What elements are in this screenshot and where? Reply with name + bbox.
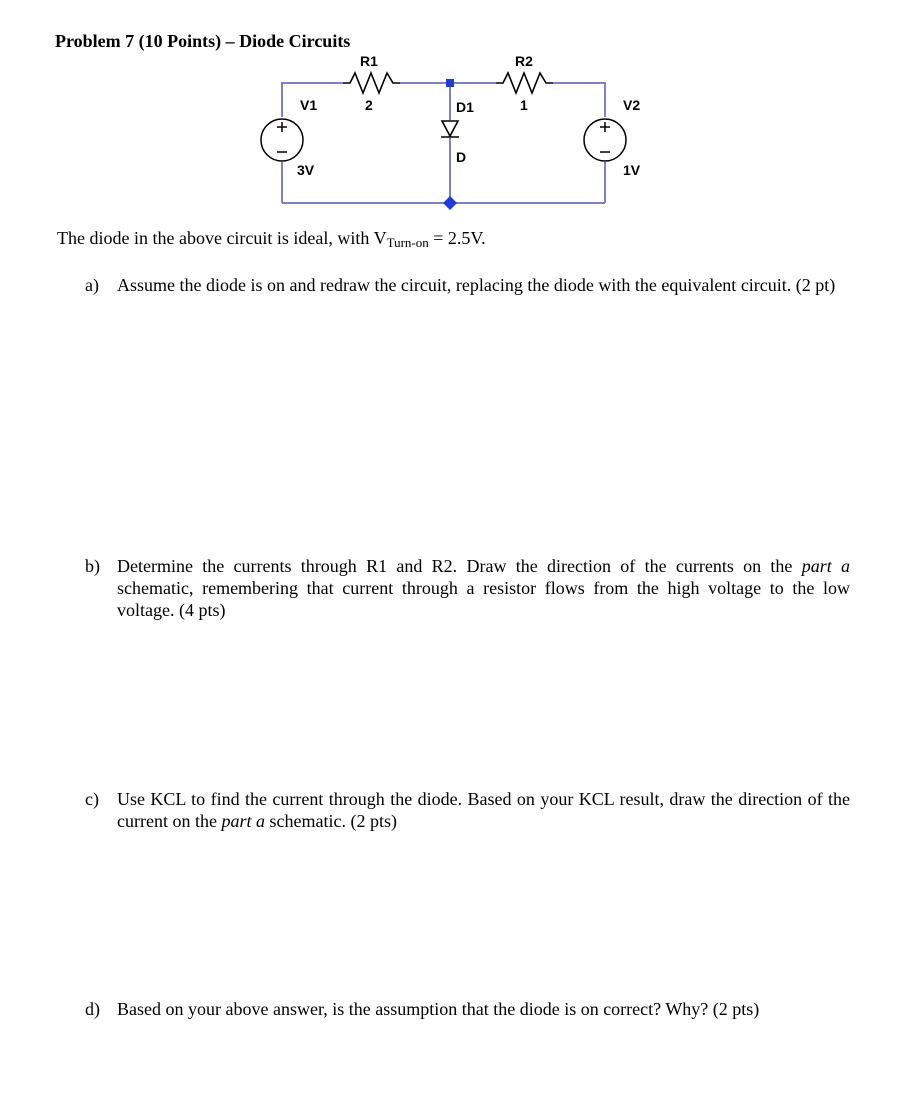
- r1-value: 2: [365, 97, 373, 113]
- v1-value: 3V: [297, 162, 315, 178]
- question-label: a): [85, 275, 99, 295]
- question-text: Use KCL to find the current through the diode. Based on your KCL result, draw the direction of the current on the part a schematic. (2 pts): [117, 789, 850, 831]
- ground-node-marker: [443, 196, 457, 210]
- question-label: b): [85, 556, 100, 576]
- question-text: Determine the currents through R1 and R2. Draw the direction of the currents on the part a schematic, remembering that current through a resistor flows from the high voltage to the low voltage. (4 pts): [117, 556, 850, 620]
- r1-resistor: [343, 73, 400, 93]
- r2-label: R2: [515, 53, 533, 69]
- v1-source: [261, 119, 303, 161]
- intro-text: The diode in the above circuit is ideal, with $V_{Turn-on} = 2.5V$.: [57, 228, 486, 250]
- r2-value: 1: [520, 97, 528, 113]
- circuit-wires: [282, 83, 605, 203]
- d1-label: D1: [456, 99, 474, 115]
- diode-d1: [441, 121, 459, 137]
- circuit-schematic: [0, 0, 922, 220]
- question-label: c): [85, 789, 99, 809]
- v1-label: V1: [300, 97, 318, 113]
- v2-source: [584, 119, 626, 161]
- question-text: Assume the diode is on and redraw the circuit, replacing the diode with the equivalent circuit. (2 pt): [117, 275, 836, 295]
- d1-model: D: [456, 149, 467, 165]
- question-label: d): [85, 999, 100, 1019]
- problem-title: Problem 7 (10 Points) – Diode Circuits: [55, 31, 351, 51]
- question-a: [85, 274, 850, 296]
- v2-label: V2: [623, 97, 641, 113]
- question-d: [85, 998, 850, 1020]
- r1-label: R1: [360, 53, 378, 69]
- question-c: [85, 788, 850, 832]
- r2-resistor: [496, 73, 553, 93]
- top-node-marker: [446, 79, 454, 87]
- v2-value: 1V: [623, 162, 641, 178]
- question-b: [85, 555, 850, 621]
- question-text: Based on your above answer, is the assumption that the diode is on correct? Why? (2 pts): [117, 999, 760, 1019]
- turn-on-subscript: Turn-on: [386, 235, 429, 250]
